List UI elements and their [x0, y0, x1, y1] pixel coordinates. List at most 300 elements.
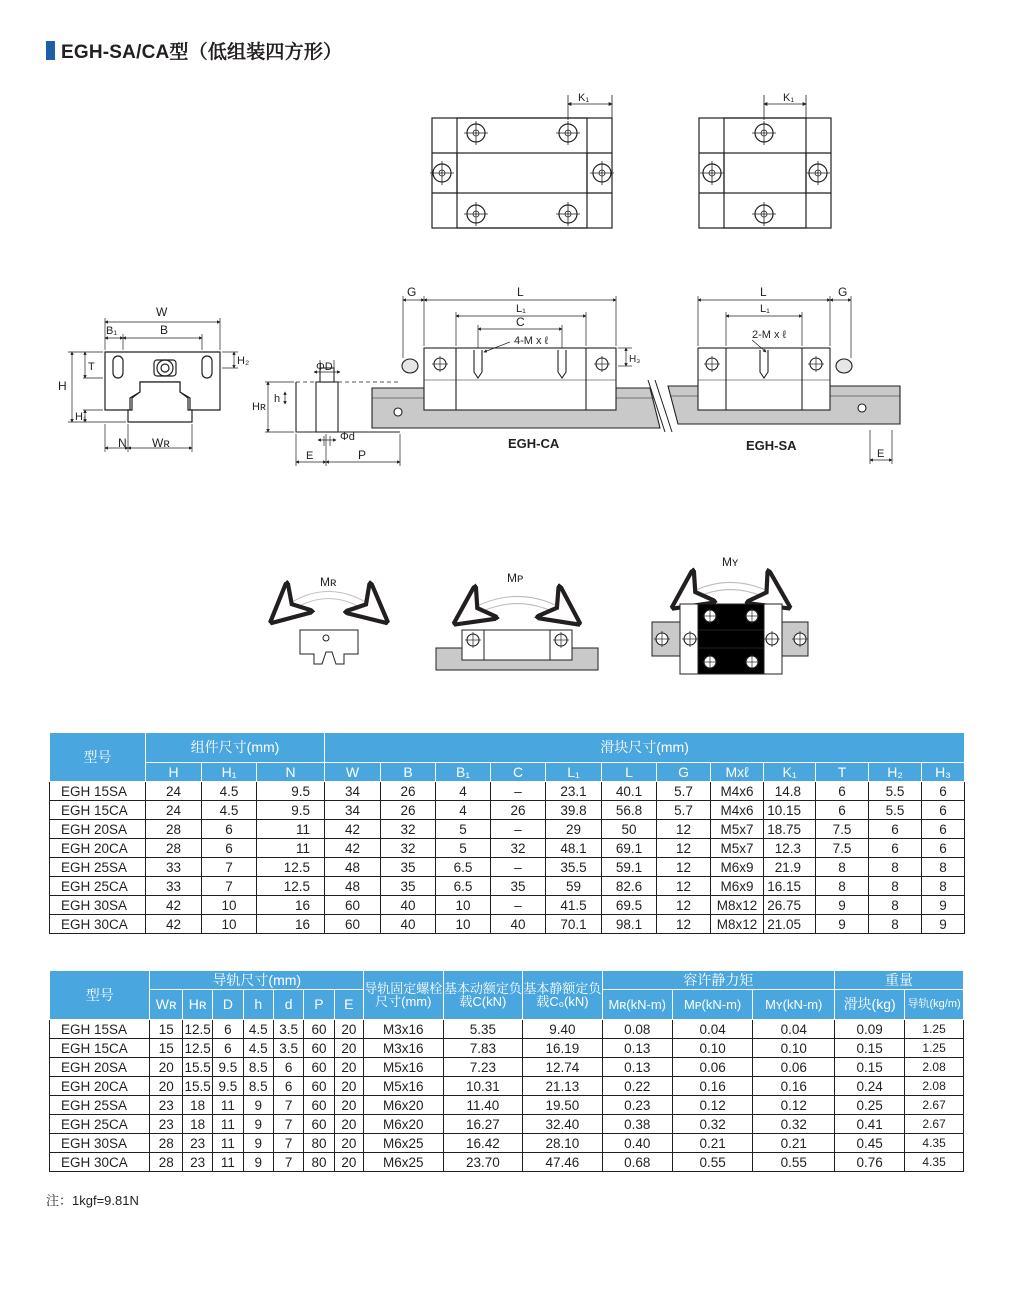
value-cell: 4.5 [202, 801, 257, 820]
unit-note: 注：1kgf=9.81N [46, 1193, 139, 1208]
value-cell: 23 [182, 1153, 212, 1172]
p-label: P [358, 448, 367, 462]
t2-rail-col-header: D [213, 990, 243, 1020]
value-cell: 18 [182, 1115, 212, 1134]
value-cell: 34 [325, 782, 381, 801]
value-cell: 39.8 [546, 801, 602, 820]
table-row [50, 915, 965, 934]
value-cell: 12.5 [257, 858, 325, 877]
value-cell: 8 [922, 858, 965, 877]
value-cell: 40 [381, 915, 436, 934]
moment-my-diagram [652, 586, 808, 674]
value-cell: 14.8 [764, 782, 816, 801]
t1-col-header: H₁ [202, 763, 257, 782]
value-cell: M4x6 [711, 782, 764, 801]
value-cell: 28 [150, 1153, 182, 1172]
value-cell: – [491, 896, 546, 915]
t1-col-header: G [657, 763, 711, 782]
value-cell: 7.23 [443, 1058, 523, 1077]
value-cell: 1.25 [905, 1020, 964, 1039]
value-cell: 4 [436, 782, 491, 801]
table-row [50, 839, 965, 858]
value-cell: 16 [257, 896, 325, 915]
value-cell: 0.22 [602, 1077, 672, 1096]
value-cell: 9 [922, 896, 965, 915]
value-cell: 3.5 [273, 1020, 303, 1039]
value-cell: 8.5 [243, 1058, 273, 1077]
value-cell: 32 [491, 839, 546, 858]
value-cell: 5.7 [657, 782, 711, 801]
value-cell: 23 [150, 1115, 182, 1134]
value-cell: 5 [436, 839, 491, 858]
table-row [50, 1096, 964, 1115]
hr-label: Hʀ [252, 401, 266, 413]
value-cell: 2.67 [905, 1115, 964, 1134]
value-cell: 6.5 [436, 877, 491, 896]
value-cell: 15 [150, 1020, 182, 1039]
t1-col-header: L₁ [546, 763, 602, 782]
value-cell: 0.76 [835, 1153, 905, 1172]
value-cell: 47.46 [523, 1153, 603, 1172]
top-view-sa [699, 95, 831, 228]
value-cell: 20 [150, 1058, 182, 1077]
value-cell: 6 [273, 1077, 303, 1096]
l1-label-ca: L₁ [516, 303, 526, 315]
value-cell: 40 [381, 896, 436, 915]
value-cell: 10 [202, 896, 257, 915]
value-cell: 4.35 [905, 1134, 964, 1153]
t1-col-header: W [325, 763, 381, 782]
value-cell: M8x12 [711, 915, 764, 934]
value-cell: 21.05 [764, 915, 816, 934]
value-cell: 7.83 [443, 1039, 523, 1058]
phid-small-label: Φd [340, 431, 355, 443]
value-cell: 9 [816, 896, 869, 915]
value-cell: 12 [657, 915, 711, 934]
value-cell: 4.35 [905, 1153, 964, 1172]
value-cell: 9 [243, 1096, 273, 1115]
table-row [50, 1058, 964, 1077]
k1-label-ca: K₁ [578, 92, 590, 104]
value-cell: 21.13 [523, 1077, 603, 1096]
value-cell: 8.5 [243, 1077, 273, 1096]
value-cell: 0.55 [672, 1153, 753, 1172]
value-cell: 0.13 [602, 1039, 672, 1058]
value-cell: 7 [273, 1153, 303, 1172]
value-cell: 11.40 [443, 1096, 523, 1115]
t1-col-header: B [381, 763, 436, 782]
table-row [50, 858, 965, 877]
value-cell: M3x16 [364, 1039, 444, 1058]
value-cell: 35 [491, 877, 546, 896]
value-cell: 20 [334, 1115, 363, 1134]
t2-moment-group-header: 容许静力矩 [602, 971, 834, 990]
value-cell: 60 [325, 915, 381, 934]
value-cell: 0.04 [753, 1020, 835, 1039]
value-cell: 56.8 [602, 801, 657, 820]
value-cell: 9 [816, 915, 869, 934]
value-cell: 0.15 [835, 1058, 905, 1077]
t2-rail-col-header: P [304, 990, 334, 1020]
moment-mr-diagram [276, 595, 382, 664]
value-cell: M5x16 [364, 1058, 444, 1077]
value-cell: 6 [273, 1058, 303, 1077]
t2-rail-col-header: h [243, 990, 273, 1020]
value-cell: 0.21 [753, 1134, 835, 1153]
value-cell: 21.9 [764, 858, 816, 877]
value-cell: 5.5 [869, 801, 922, 820]
moment-mp-diagram [436, 600, 598, 670]
value-cell: 20 [334, 1096, 363, 1115]
value-cell: 82.6 [602, 877, 657, 896]
value-cell: 59 [546, 877, 602, 896]
n-label: N [118, 436, 127, 450]
t2-weight-col-header: 滑块(kg) [835, 990, 905, 1020]
value-cell: 59.1 [602, 858, 657, 877]
table-row [50, 782, 965, 801]
model-cell: EGH 15SA [50, 1020, 150, 1039]
t1-col-header: B₁ [436, 763, 491, 782]
egh-ca-caption: EGH-CA [508, 436, 560, 451]
value-cell: 41.5 [546, 896, 602, 915]
value-cell: 0.55 [753, 1153, 835, 1172]
block-dimensions-table [49, 732, 965, 934]
title-text: EGH-SA/CA型（低组装四方形） [61, 41, 343, 63]
value-cell: 6 [922, 801, 965, 820]
value-cell: 2.08 [905, 1058, 964, 1077]
mr-label: Mʀ [320, 575, 337, 589]
value-cell: 80 [304, 1134, 334, 1153]
t1-model-header: 型号 [50, 733, 146, 782]
e-label-left: E [306, 450, 314, 462]
value-cell: – [491, 820, 546, 839]
table-row [50, 896, 965, 915]
model-cell: EGH 15SA [50, 782, 146, 801]
value-cell: 5.5 [869, 782, 922, 801]
value-cell: 4.5 [202, 782, 257, 801]
value-cell: 35 [381, 858, 436, 877]
value-cell: 20 [334, 1058, 363, 1077]
value-cell: 7 [273, 1115, 303, 1134]
value-cell: 0.40 [602, 1134, 672, 1153]
table-row [50, 820, 965, 839]
value-cell: 42 [146, 896, 202, 915]
value-cell: 32 [381, 839, 436, 858]
value-cell: 12 [657, 877, 711, 896]
l1-label-sa: L₁ [760, 303, 770, 315]
phid-big-label: ΦD [316, 361, 333, 373]
value-cell: 6 [213, 1020, 243, 1039]
value-cell: 0.13 [602, 1058, 672, 1077]
value-cell: 42 [146, 915, 202, 934]
value-cell: 4.5 [243, 1039, 273, 1058]
value-cell: 0.10 [753, 1039, 835, 1058]
model-cell: EGH 20SA [50, 1058, 150, 1077]
value-cell: 28 [146, 820, 202, 839]
value-cell: 8 [869, 896, 922, 915]
value-cell: 23.1 [546, 782, 602, 801]
value-cell: 9 [243, 1153, 273, 1172]
table-row [50, 1077, 964, 1096]
t-label: T [88, 361, 95, 373]
t1-col-header: N [257, 763, 325, 782]
value-cell: 12 [657, 820, 711, 839]
value-cell: 10.15 [764, 801, 816, 820]
value-cell: 20 [334, 1153, 363, 1172]
value-cell: 12 [657, 839, 711, 858]
value-cell: 12.74 [523, 1058, 603, 1077]
value-cell: 0.25 [835, 1096, 905, 1115]
value-cell: 20 [334, 1020, 363, 1039]
value-cell: M4x6 [711, 801, 764, 820]
table-row [50, 1134, 964, 1153]
k1-label-sa: K₁ [783, 92, 795, 104]
value-cell: 7.5 [816, 820, 869, 839]
value-cell: 18.75 [764, 820, 816, 839]
t2-moment-col-header: Mᴘ(kN-m) [672, 990, 753, 1020]
value-cell: 23 [182, 1134, 212, 1153]
side-view [372, 296, 900, 464]
value-cell: 7.5 [816, 839, 869, 858]
t1-col-header: H [146, 763, 202, 782]
value-cell: 15.5 [182, 1077, 212, 1096]
value-cell: 0.41 [835, 1115, 905, 1134]
my-label: Mʏ [722, 555, 739, 569]
value-cell: 33 [146, 877, 202, 896]
value-cell: 48.1 [546, 839, 602, 858]
value-cell: 2.08 [905, 1077, 964, 1096]
value-cell: 26 [491, 801, 546, 820]
value-cell: 11 [257, 820, 325, 839]
wr-label: Wʀ [152, 436, 170, 450]
rail-load-table [49, 970, 964, 1172]
table-row [50, 1115, 964, 1134]
value-cell: 48 [325, 877, 381, 896]
value-cell: M6x20 [364, 1115, 444, 1134]
value-cell: 42 [325, 820, 381, 839]
value-cell: M3x16 [364, 1020, 444, 1039]
t1-col-header: K₁ [764, 763, 816, 782]
value-cell: 0.38 [602, 1115, 672, 1134]
t1-col-header: T [816, 763, 869, 782]
value-cell: 7 [202, 858, 257, 877]
mxl-label-sa: 2-M x ℓ [752, 329, 787, 341]
value-cell: 60 [304, 1115, 334, 1134]
value-cell: 12 [657, 858, 711, 877]
t2-rail-col-header: Hʀ [182, 990, 212, 1020]
h1-label: H₁ [75, 411, 87, 423]
value-cell: 6 [202, 820, 257, 839]
value-cell: 40.1 [602, 782, 657, 801]
table-row [50, 1039, 964, 1058]
value-cell: 20 [150, 1077, 182, 1096]
value-cell: 26.75 [764, 896, 816, 915]
value-cell: 12.3 [764, 839, 816, 858]
value-cell: 6 [869, 820, 922, 839]
value-cell: 9 [922, 915, 965, 934]
mp-label: Mᴘ [507, 571, 524, 585]
value-cell: 80 [304, 1153, 334, 1172]
value-cell: 16.27 [443, 1115, 523, 1134]
value-cell: 24 [146, 801, 202, 820]
value-cell: 35 [381, 877, 436, 896]
value-cell: 2.67 [905, 1096, 964, 1115]
model-cell: EGH 20CA [50, 1077, 150, 1096]
h-label: H [58, 379, 67, 393]
b-label: B [160, 323, 169, 337]
value-cell: 7 [273, 1096, 303, 1115]
model-cell: EGH 15CA [50, 801, 146, 820]
value-cell: 23 [150, 1096, 182, 1115]
value-cell: 15.5 [182, 1058, 212, 1077]
value-cell: 32 [381, 820, 436, 839]
value-cell: 48 [325, 858, 381, 877]
value-cell: 5 [436, 820, 491, 839]
value-cell: 0.08 [602, 1020, 672, 1039]
value-cell: 0.16 [672, 1077, 753, 1096]
model-cell: EGH 20CA [50, 839, 146, 858]
value-cell: 26 [381, 801, 436, 820]
value-cell: 20 [334, 1134, 363, 1153]
value-cell: 20 [334, 1039, 363, 1058]
value-cell: M6x25 [364, 1153, 444, 1172]
value-cell: 70.1 [546, 915, 602, 934]
value-cell: 23.70 [443, 1153, 523, 1172]
value-cell: 11 [257, 839, 325, 858]
value-cell: 98.1 [602, 915, 657, 934]
table-row [50, 877, 965, 896]
value-cell: 6 [816, 801, 869, 820]
value-cell: 11 [213, 1115, 243, 1134]
value-cell: 12.5 [182, 1020, 212, 1039]
b1-label: B₁ [106, 325, 118, 337]
h3-label: H₃ [629, 354, 641, 365]
g-label-sa: G [838, 285, 848, 299]
value-cell: 0.04 [672, 1020, 753, 1039]
model-cell: EGH 30CA [50, 915, 146, 934]
value-cell: 10 [202, 915, 257, 934]
value-cell: 8 [816, 877, 869, 896]
value-cell: 8 [869, 858, 922, 877]
value-cell: 11 [213, 1153, 243, 1172]
value-cell: 26 [381, 782, 436, 801]
value-cell: M6x25 [364, 1134, 444, 1153]
model-cell: EGH 25CA [50, 1115, 150, 1134]
value-cell: 0.06 [753, 1058, 835, 1077]
model-cell: EGH 25SA [50, 858, 146, 877]
value-cell: 69.1 [602, 839, 657, 858]
value-cell: 9 [243, 1134, 273, 1153]
value-cell: 16 [257, 915, 325, 934]
value-cell: 1.25 [905, 1039, 964, 1058]
model-cell: EGH 20SA [50, 820, 146, 839]
c-label-ca: C [516, 315, 525, 329]
value-cell: 4 [436, 801, 491, 820]
value-cell: 29 [546, 820, 602, 839]
value-cell: 12.5 [182, 1039, 212, 1058]
t2-moment-col-header: Mʏ(kN-m) [753, 990, 835, 1020]
value-cell: 6 [202, 839, 257, 858]
model-cell: EGH 30SA [50, 1134, 150, 1153]
value-cell: 6 [922, 820, 965, 839]
t1-col-header: H₃ [922, 763, 965, 782]
t2-rail-col-header: d [273, 990, 303, 1020]
value-cell: 8 [922, 877, 965, 896]
value-cell: 12.5 [257, 877, 325, 896]
value-cell: 50 [602, 820, 657, 839]
value-cell: 3.5 [273, 1039, 303, 1058]
value-cell: 69.5 [602, 896, 657, 915]
egh-sa-caption: EGH-SA [746, 438, 797, 453]
value-cell: 16.15 [764, 877, 816, 896]
l-label-sa: L [760, 285, 767, 299]
end-view [68, 318, 238, 452]
value-cell: – [491, 782, 546, 801]
value-cell: 60 [304, 1020, 334, 1039]
h2-label: H₂ [237, 355, 250, 367]
value-cell: 11 [213, 1134, 243, 1153]
value-cell: 60 [304, 1096, 334, 1115]
t2-weight-group-header: 重量 [835, 971, 964, 990]
value-cell: – [491, 858, 546, 877]
t2-static-load-header: 基本静额定负载C₀(kN) [523, 971, 603, 1020]
value-cell: 16.19 [523, 1039, 603, 1058]
value-cell: 0.12 [672, 1096, 753, 1115]
value-cell: 0.32 [672, 1115, 753, 1134]
value-cell: 6.5 [436, 858, 491, 877]
value-cell: 9.40 [523, 1020, 603, 1039]
value-cell: 4.5 [243, 1020, 273, 1039]
value-cell: 0.10 [672, 1039, 753, 1058]
mxl-label-ca: 4-M x ℓ [514, 335, 549, 347]
t2-moment-col-header: Mʀ(kN-m) [602, 990, 672, 1020]
value-cell: 7 [273, 1134, 303, 1153]
value-cell: 0.68 [602, 1153, 672, 1172]
value-cell: 10 [436, 896, 491, 915]
value-cell: 9.5 [213, 1058, 243, 1077]
value-cell: 34 [325, 801, 381, 820]
top-view-ca [430, 95, 614, 228]
value-cell: 5.7 [657, 801, 711, 820]
value-cell: 8 [869, 915, 922, 934]
value-cell: 40 [491, 915, 546, 934]
t1-col-header: Mxℓ [711, 763, 764, 782]
value-cell: 0.32 [753, 1115, 835, 1134]
value-cell: 10 [436, 915, 491, 934]
value-cell: 0.16 [753, 1077, 835, 1096]
t1-col-header: L [602, 763, 657, 782]
value-cell: M6x20 [364, 1096, 444, 1115]
value-cell: M8x12 [711, 896, 764, 915]
e-label-right: E [877, 448, 885, 460]
value-cell: 0.24 [835, 1077, 905, 1096]
value-cell: 28.10 [523, 1134, 603, 1153]
value-cell: 6 [213, 1039, 243, 1058]
value-cell: 19.50 [523, 1096, 603, 1115]
t2-weight-col-header: 导轨(kg/m) [905, 990, 964, 1020]
table-row [50, 801, 965, 820]
value-cell: 9 [243, 1115, 273, 1134]
model-cell: EGH 15CA [50, 1039, 150, 1058]
value-cell: 60 [304, 1077, 334, 1096]
value-cell: 0.23 [602, 1096, 672, 1115]
value-cell: 11 [213, 1096, 243, 1115]
value-cell: M5x16 [364, 1077, 444, 1096]
model-cell: EGH 30CA [50, 1153, 150, 1172]
t2-rail-col-header: Wʀ [150, 990, 182, 1020]
h-small-label: h [274, 393, 281, 405]
t2-rail-group-header: 导轨尺寸(mm) [150, 971, 364, 990]
